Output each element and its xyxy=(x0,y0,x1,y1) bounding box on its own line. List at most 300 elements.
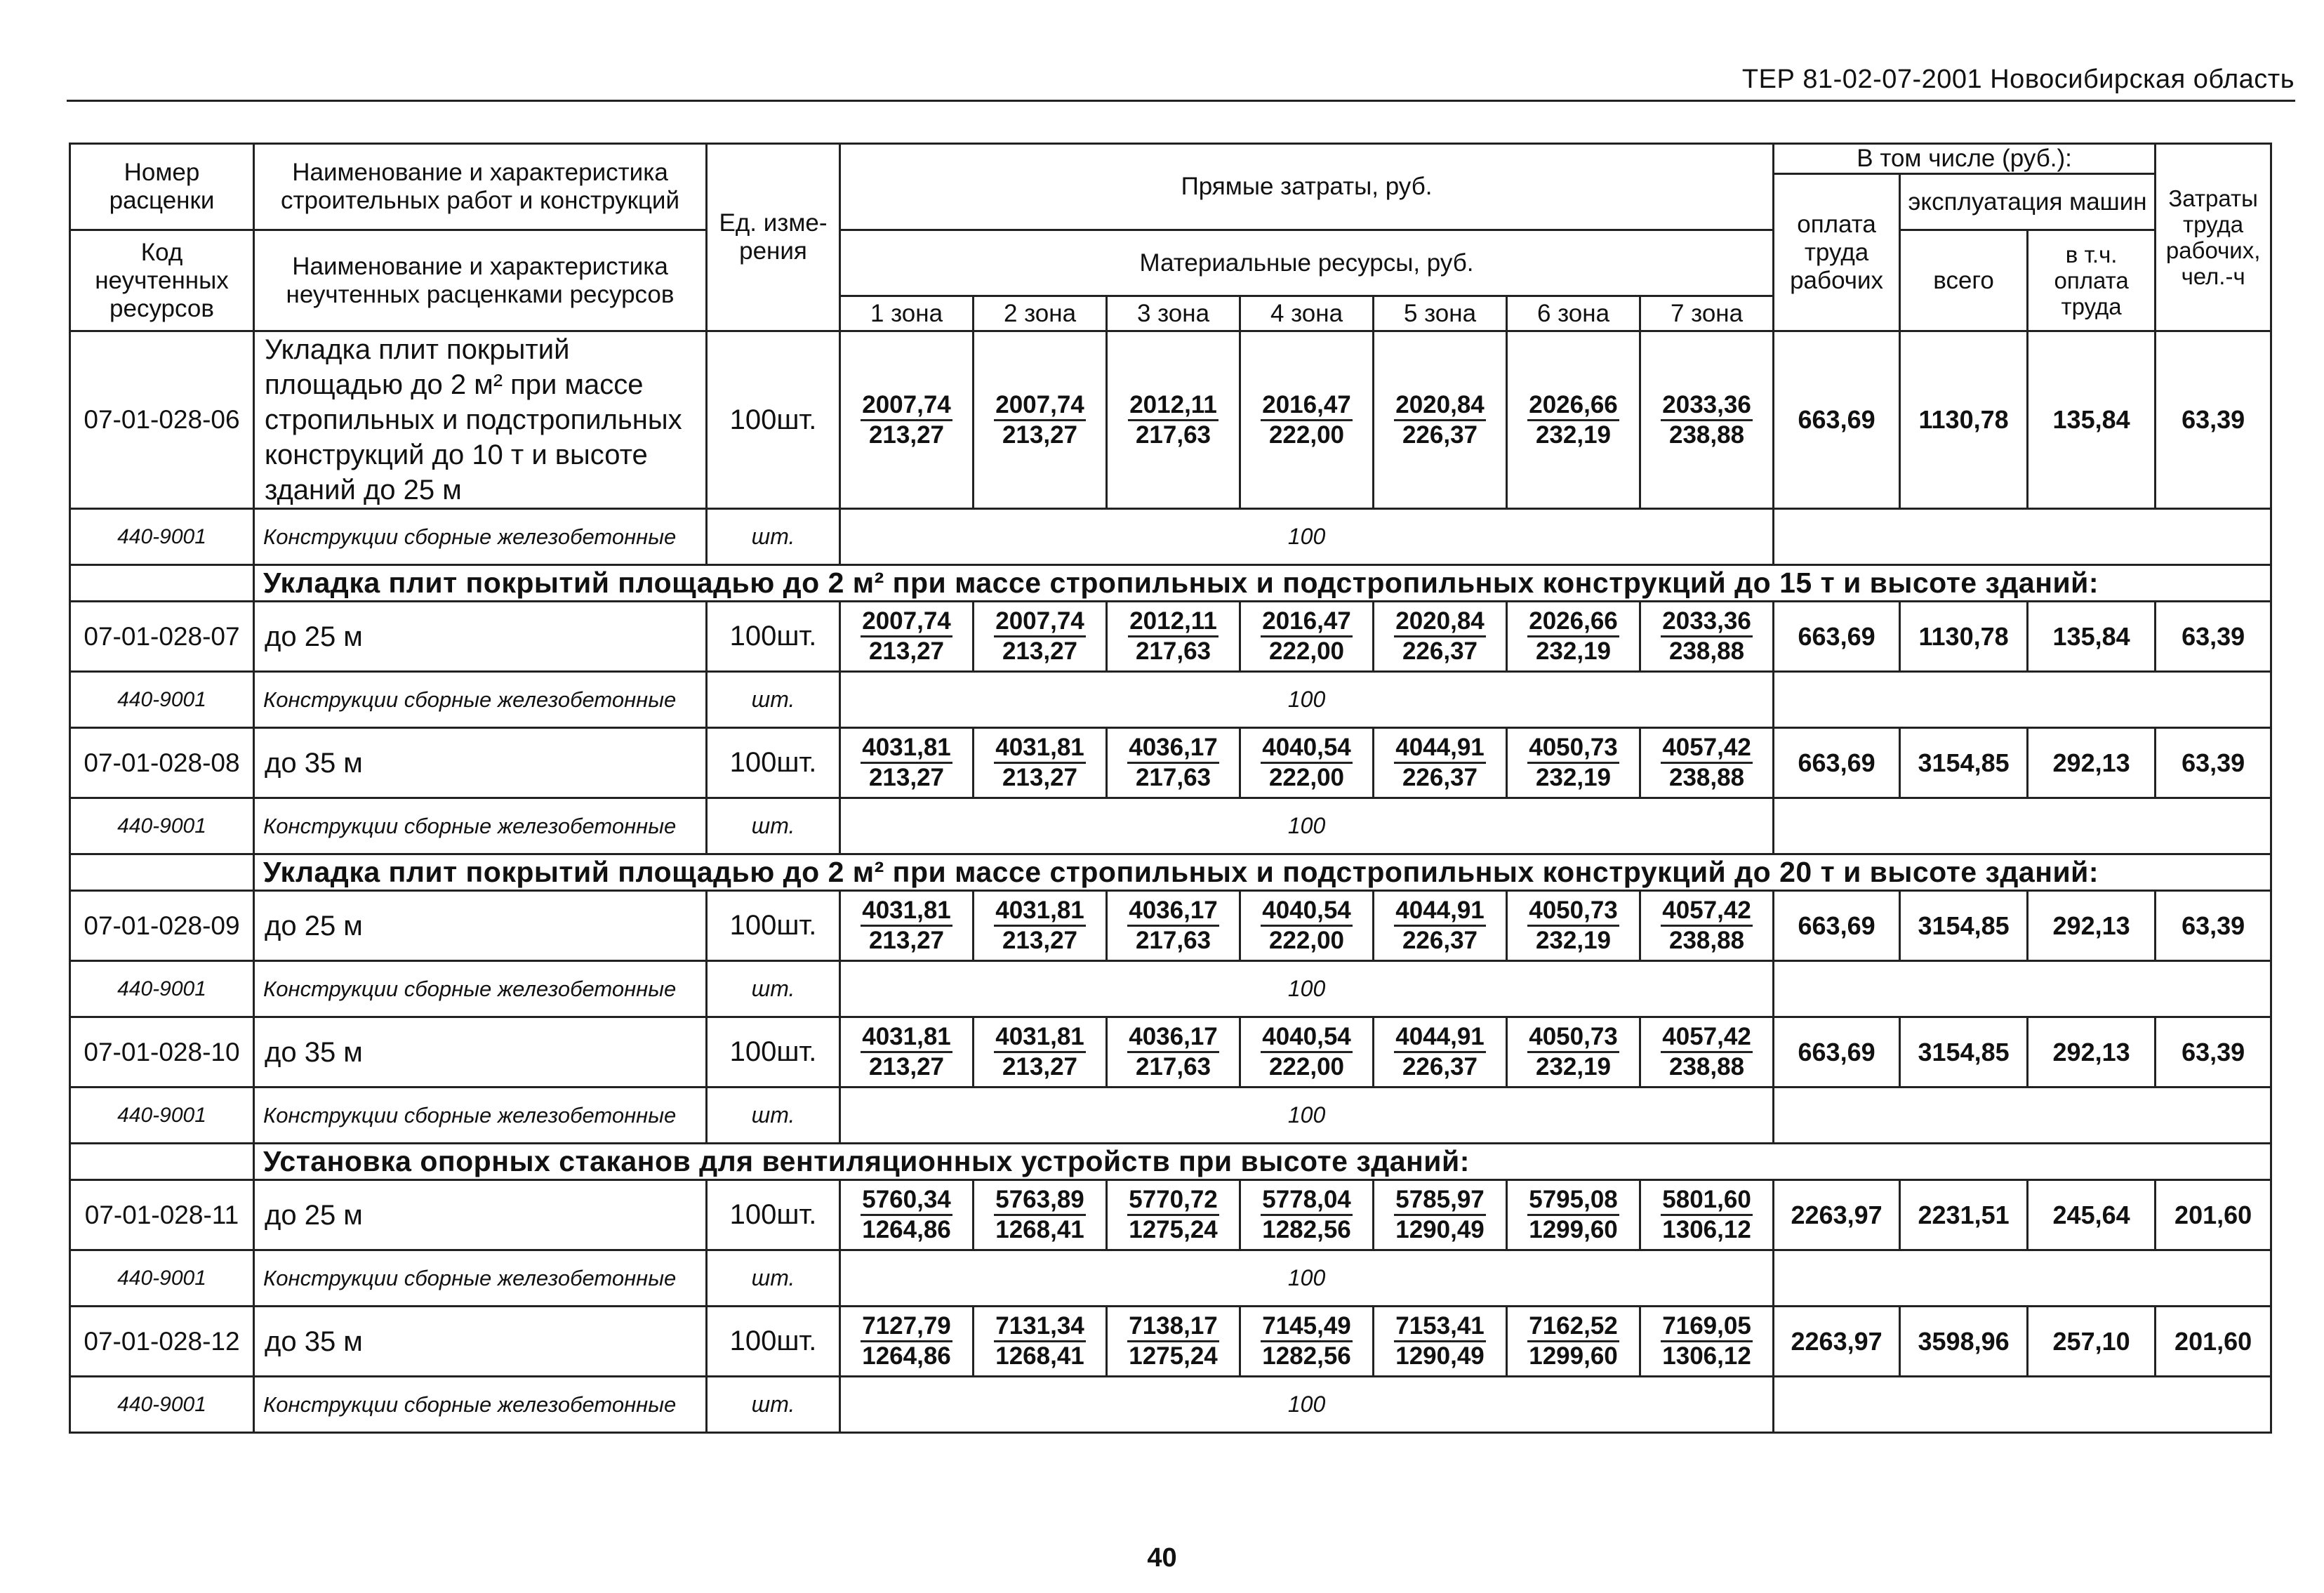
zone-direct-cost: 7138,17 xyxy=(1127,1312,1219,1342)
zone-cost-fraction xyxy=(1127,734,1219,792)
zone-cost-cell xyxy=(1640,602,1774,672)
zone-material-cost: 238,88 xyxy=(1669,1053,1745,1080)
col-wages: оплата труда рабочих xyxy=(1774,174,1900,331)
zone-material-cost: 1275,24 xyxy=(1129,1216,1218,1243)
zone-cost-fraction xyxy=(1661,734,1753,792)
col-materials: Материальные ресурсы, руб. xyxy=(840,230,1774,296)
resource-empty-cell xyxy=(1774,798,2271,854)
resource-name: Конструкции сборные железобетонные xyxy=(254,672,707,728)
resource-name: Конструкции сборные железобетонные xyxy=(254,961,707,1017)
zone-material-cost: 213,27 xyxy=(868,637,945,665)
zone-direct-cost: 2026,66 xyxy=(1527,391,1619,421)
zone-direct-cost: 2026,66 xyxy=(1527,607,1619,637)
rate-name: до 35 м xyxy=(254,728,707,798)
machines-total-value: 1130,78 xyxy=(1900,602,2028,672)
zone-direct-cost: 2007,74 xyxy=(994,391,1086,421)
zone-cost-fraction xyxy=(1661,391,1753,449)
resource-name: Конструкции сборные железобетонные xyxy=(254,1250,707,1307)
zone-cost-fraction xyxy=(994,391,1086,449)
rate-name: Укладка плит покрытий площадью до 2 м² при массе стропильных и подстропильных конструкций до 10 т и высоте зданий до 25 м xyxy=(254,331,707,509)
zone-material-cost: 213,27 xyxy=(868,1053,945,1080)
machines-wages-value: 292,13 xyxy=(2028,728,2156,798)
zone-material-cost: 1299,60 xyxy=(1529,1342,1618,1370)
rate-code: 07-01-028-06 xyxy=(70,331,254,509)
zone-cost-fraction xyxy=(1527,734,1619,792)
resource-row xyxy=(70,961,2271,1017)
rate-unit: 100шт. xyxy=(707,1307,840,1377)
rate-code: 07-01-028-10 xyxy=(70,1017,254,1088)
wages-value: 663,69 xyxy=(1774,728,1900,798)
zone-cost-cell xyxy=(974,1180,1107,1250)
zone-cost-fraction xyxy=(1261,1186,1353,1244)
zone-cost-cell xyxy=(974,602,1107,672)
zone-direct-cost: 4050,73 xyxy=(1527,1023,1619,1053)
zone-material-cost: 217,63 xyxy=(1135,764,1211,791)
zone-cost-fraction xyxy=(1527,1186,1619,1244)
col-work-name: Наименование и характеристика строительных работ и конструкций xyxy=(254,144,707,230)
zone-material-cost: 222,00 xyxy=(1268,637,1345,665)
zone-cost-cell xyxy=(1507,891,1640,961)
col-unit: Ед. изме- рения xyxy=(707,144,840,331)
zone-direct-cost: 7145,49 xyxy=(1261,1312,1353,1342)
zone-cost-fraction xyxy=(1394,734,1486,792)
rate-code: 07-01-028-07 xyxy=(70,602,254,672)
machines-wages-value: 135,84 xyxy=(2028,602,2156,672)
zone-cost-fraction xyxy=(1527,1023,1619,1081)
col-zone: 4 зона xyxy=(1240,296,1374,331)
table-header xyxy=(70,144,2271,331)
resource-row xyxy=(70,1088,2271,1144)
rate-name: до 35 м xyxy=(254,1307,707,1377)
zone-material-cost: 1282,56 xyxy=(1262,1342,1351,1370)
col-zone: 5 зона xyxy=(1374,296,1507,331)
labor-value: 63,39 xyxy=(2156,728,2271,798)
group-title: Укладка плит покрытий площадью до 2 м² при массе стропильных и подстропильных конструкций до 20 т и высоте зданий: xyxy=(254,854,2271,891)
resource-empty-cell xyxy=(1774,961,2271,1017)
zone-direct-cost: 4036,17 xyxy=(1127,734,1219,764)
machines-total-value: 3154,85 xyxy=(1900,891,2028,961)
zone-cost-cell xyxy=(1507,1017,1640,1088)
col-zone: 3 зона xyxy=(1107,296,1240,331)
resource-code: 440-9001 xyxy=(70,1377,254,1433)
resource-unit: шт. xyxy=(707,1250,840,1307)
zone-cost-fraction xyxy=(1128,607,1219,666)
zone-direct-cost: 4044,91 xyxy=(1394,734,1486,764)
zone-direct-cost: 4057,42 xyxy=(1661,734,1753,764)
zone-cost-cell xyxy=(1107,728,1240,798)
zone-cost-fraction xyxy=(994,734,1086,792)
zone-material-cost: 217,63 xyxy=(1135,421,1211,449)
zone-material-cost: 213,27 xyxy=(1002,421,1078,449)
zone-cost-fraction xyxy=(1127,1312,1219,1370)
zone-cost-cell xyxy=(974,728,1107,798)
zone-direct-cost: 7169,05 xyxy=(1661,1312,1753,1342)
rate-name: до 35 м xyxy=(254,1017,707,1088)
zone-direct-cost: 4040,54 xyxy=(1261,897,1353,927)
col-resource-name: Наименование и характеристика неучтенных расценками ресурсов xyxy=(254,230,707,331)
zone-direct-cost: 2007,74 xyxy=(861,607,952,637)
zone-direct-cost: 4036,17 xyxy=(1127,897,1219,927)
zone-cost-fraction xyxy=(861,391,952,449)
zone-cost-cell xyxy=(1640,1017,1774,1088)
zone-material-cost: 232,19 xyxy=(1535,421,1612,449)
wages-value: 663,69 xyxy=(1774,891,1900,961)
zone-direct-cost: 4031,81 xyxy=(994,734,1086,764)
rate-row xyxy=(70,602,2271,672)
zone-direct-cost: 4040,54 xyxy=(1261,734,1353,764)
table-body xyxy=(70,331,2271,1433)
zone-cost-cell xyxy=(1374,891,1507,961)
zone-cost-cell xyxy=(1374,1307,1507,1377)
zone-cost-cell xyxy=(1640,1180,1774,1250)
zone-direct-cost: 2007,74 xyxy=(994,607,1086,637)
zone-cost-fraction xyxy=(1394,391,1486,449)
machines-wages-value: 135,84 xyxy=(2028,331,2156,509)
document-header-title: ТЕР 81-02-07-2001 Новосибирская область xyxy=(1741,65,2295,94)
zone-cost-cell xyxy=(1374,331,1507,509)
zone-cost-fraction xyxy=(1661,1186,1753,1244)
wages-value: 2263,97 xyxy=(1774,1307,1900,1377)
zone-cost-cell xyxy=(1107,1307,1240,1377)
zone-cost-cell xyxy=(1240,891,1374,961)
zone-direct-cost: 5770,72 xyxy=(1127,1186,1219,1216)
machines-wages-value: 245,64 xyxy=(2028,1180,2156,1250)
zone-direct-cost: 2033,36 xyxy=(1661,607,1753,637)
zone-direct-cost: 7131,34 xyxy=(994,1312,1086,1342)
zone-direct-cost: 5763,89 xyxy=(994,1186,1086,1216)
zone-cost-cell xyxy=(974,891,1107,961)
zone-direct-cost: 4031,81 xyxy=(994,1023,1086,1053)
resource-quantity: 100 xyxy=(840,798,1774,854)
zone-direct-cost: 4044,91 xyxy=(1394,897,1486,927)
machines-total-value: 1130,78 xyxy=(1900,331,2028,509)
col-machines: эксплуатация машин xyxy=(1900,174,2156,230)
labor-value: 201,60 xyxy=(2156,1180,2271,1250)
zone-cost-cell xyxy=(1240,331,1374,509)
zone-material-cost: 232,19 xyxy=(1535,927,1612,954)
zone-cost-cell xyxy=(1240,728,1374,798)
zone-direct-cost: 4031,81 xyxy=(861,897,952,927)
zone-cost-fraction xyxy=(1527,1312,1619,1370)
col-machines-total: всего xyxy=(1900,230,2028,331)
zone-direct-cost: 2016,47 xyxy=(1261,607,1353,637)
rate-row xyxy=(70,728,2271,798)
zone-material-cost: 213,27 xyxy=(1002,637,1078,665)
rate-row xyxy=(70,1307,2271,1377)
resource-quantity: 100 xyxy=(840,961,1774,1017)
zone-material-cost: 217,63 xyxy=(1135,637,1211,665)
zone-direct-cost: 4031,81 xyxy=(861,1023,952,1053)
zone-cost-cell xyxy=(1374,602,1507,672)
zone-material-cost: 1275,24 xyxy=(1129,1342,1218,1370)
group-heading-row xyxy=(70,854,2271,891)
zone-cost-fraction xyxy=(1527,607,1619,666)
zone-cost-cell xyxy=(1240,1180,1374,1250)
resource-row xyxy=(70,509,2271,565)
resource-name: Конструкции сборные железобетонные xyxy=(254,1088,707,1144)
zone-cost-fraction xyxy=(1127,1023,1219,1081)
zone-cost-cell xyxy=(974,331,1107,509)
zone-cost-fraction xyxy=(994,1023,1086,1081)
zone-direct-cost: 5778,04 xyxy=(1261,1186,1353,1216)
rate-name: до 25 м xyxy=(254,602,707,672)
zone-cost-fraction xyxy=(861,1186,952,1244)
zone-cost-cell xyxy=(974,1017,1107,1088)
zone-cost-cell xyxy=(974,1307,1107,1377)
resource-code: 440-9001 xyxy=(70,1250,254,1307)
group-title: Укладка плит покрытий площадью до 2 м² при массе стропильных и подстропильных конструкций до 15 т и высоте зданий: xyxy=(254,565,2271,602)
resource-unit: шт. xyxy=(707,509,840,565)
zone-direct-cost: 5760,34 xyxy=(861,1186,952,1216)
zone-cost-cell xyxy=(1107,602,1240,672)
zone-material-cost: 1282,56 xyxy=(1262,1216,1351,1243)
resource-name: Конструкции сборные железобетонные xyxy=(254,798,707,854)
zone-cost-cell xyxy=(1640,728,1774,798)
zone-cost-cell xyxy=(1640,331,1774,509)
resource-unit: шт. xyxy=(707,672,840,728)
zone-cost-fraction xyxy=(1661,607,1753,666)
zone-cost-cell xyxy=(1507,728,1640,798)
resource-code: 440-9001 xyxy=(70,798,254,854)
zone-material-cost: 213,27 xyxy=(1002,1053,1078,1080)
resource-empty-cell xyxy=(1774,1377,2271,1433)
zone-material-cost: 222,00 xyxy=(1268,764,1345,791)
col-labor: Затраты труда рабочих, чел.-ч xyxy=(2156,144,2271,331)
zone-material-cost: 217,63 xyxy=(1135,1053,1211,1080)
resource-quantity: 100 xyxy=(840,672,1774,728)
group-empty-cell xyxy=(70,1144,254,1180)
rate-code: 07-01-028-09 xyxy=(70,891,254,961)
zone-cost-cell xyxy=(1374,1017,1507,1088)
zone-cost-cell xyxy=(1507,1307,1640,1377)
resource-code: 440-9001 xyxy=(70,672,254,728)
resource-quantity: 100 xyxy=(840,1088,1774,1144)
zone-material-cost: 1290,49 xyxy=(1395,1342,1485,1370)
page-number: 40 xyxy=(1147,1543,1177,1573)
rate-name: до 25 м xyxy=(254,1180,707,1250)
zone-material-cost: 232,19 xyxy=(1535,764,1612,791)
zone-material-cost: 222,00 xyxy=(1268,421,1345,449)
zone-cost-fraction xyxy=(1128,391,1219,449)
zone-material-cost: 213,27 xyxy=(868,927,945,954)
zone-direct-cost: 2020,84 xyxy=(1394,391,1486,421)
group-heading-row xyxy=(70,1144,2271,1180)
zone-material-cost: 226,37 xyxy=(1402,637,1478,665)
zone-material-cost: 217,63 xyxy=(1135,927,1211,954)
zone-cost-cell xyxy=(1107,331,1240,509)
zone-cost-fraction xyxy=(1527,897,1619,955)
zone-material-cost: 238,88 xyxy=(1669,421,1745,449)
zone-cost-fraction xyxy=(994,607,1086,666)
zone-cost-fraction xyxy=(1261,391,1353,449)
col-zone: 7 зона xyxy=(1640,296,1774,331)
zone-cost-cell xyxy=(840,728,974,798)
zone-cost-fraction xyxy=(1127,1186,1219,1244)
zone-material-cost: 1268,41 xyxy=(995,1216,1084,1243)
rate-unit: 100шт. xyxy=(707,331,840,509)
zone-cost-fraction xyxy=(1527,391,1619,449)
rate-unit: 100шт. xyxy=(707,891,840,961)
rate-row xyxy=(70,1017,2271,1088)
zone-material-cost: 226,37 xyxy=(1402,927,1478,954)
zone-cost-cell xyxy=(840,1017,974,1088)
zone-cost-cell xyxy=(1507,1180,1640,1250)
rate-code: 07-01-028-11 xyxy=(70,1180,254,1250)
zone-material-cost: 1268,41 xyxy=(995,1342,1084,1370)
labor-value: 63,39 xyxy=(2156,891,2271,961)
zone-cost-cell xyxy=(1374,728,1507,798)
resource-row xyxy=(70,1377,2271,1433)
resource-name: Конструкции сборные железобетонные xyxy=(254,509,707,565)
rate-unit: 100шт. xyxy=(707,728,840,798)
zone-material-cost: 1264,86 xyxy=(862,1342,951,1370)
col-machines-wages: в т.ч. оплата труда xyxy=(2028,230,2156,331)
zone-cost-fraction xyxy=(1261,897,1353,955)
resource-unit: шт. xyxy=(707,798,840,854)
zone-direct-cost: 4031,81 xyxy=(994,897,1086,927)
resource-row xyxy=(70,672,2271,728)
zone-direct-cost: 4044,91 xyxy=(1394,1023,1486,1053)
zone-direct-cost: 4050,73 xyxy=(1527,734,1619,764)
zone-direct-cost: 2012,11 xyxy=(1128,607,1219,637)
zone-direct-cost: 4036,17 xyxy=(1127,1023,1219,1053)
zone-cost-fraction xyxy=(1661,1312,1753,1370)
zone-material-cost: 1306,12 xyxy=(1662,1216,1751,1243)
machines-total-value: 2231,51 xyxy=(1900,1180,2028,1250)
zone-cost-fraction xyxy=(1394,897,1486,955)
zone-material-cost: 213,27 xyxy=(1002,927,1078,954)
machines-total-value: 3154,85 xyxy=(1900,1017,2028,1088)
zone-direct-cost: 7127,79 xyxy=(861,1312,952,1342)
zone-material-cost: 1264,86 xyxy=(862,1216,951,1243)
zone-cost-fraction xyxy=(1661,1023,1753,1081)
zone-material-cost: 213,27 xyxy=(868,421,945,449)
col-zone: 1 зона xyxy=(840,296,974,331)
zone-cost-cell xyxy=(840,331,974,509)
zone-cost-fraction xyxy=(1394,1186,1486,1244)
resource-quantity: 100 xyxy=(840,509,1774,565)
zone-cost-fraction xyxy=(1261,607,1353,666)
wages-value: 663,69 xyxy=(1774,331,1900,509)
zone-direct-cost: 4040,54 xyxy=(1261,1023,1353,1053)
zone-cost-cell xyxy=(1640,891,1774,961)
resource-unit: шт. xyxy=(707,1377,840,1433)
resource-empty-cell xyxy=(1774,672,2271,728)
zone-direct-cost: 7162,52 xyxy=(1527,1312,1619,1342)
resource-empty-cell xyxy=(1774,509,2271,565)
zone-cost-fraction xyxy=(861,897,952,955)
zone-material-cost: 226,37 xyxy=(1402,421,1478,449)
zone-direct-cost: 4057,42 xyxy=(1661,1023,1753,1053)
col-rate-number: Номер расценки xyxy=(70,144,254,230)
zone-cost-fraction xyxy=(994,1312,1086,1370)
zone-cost-fraction xyxy=(861,607,952,666)
col-including: В том числе (руб.): xyxy=(1774,144,2156,174)
zone-direct-cost: 2007,74 xyxy=(861,391,952,421)
machines-wages-value: 292,13 xyxy=(2028,1017,2156,1088)
zone-cost-fraction xyxy=(1261,1312,1353,1370)
zone-material-cost: 226,37 xyxy=(1402,764,1478,791)
resource-quantity: 100 xyxy=(840,1377,1774,1433)
zone-cost-fraction xyxy=(1661,897,1753,955)
resource-code: 440-9001 xyxy=(70,1088,254,1144)
zone-cost-cell xyxy=(1107,1017,1240,1088)
zone-cost-fraction xyxy=(1261,1023,1353,1081)
zone-cost-cell xyxy=(840,891,974,961)
zone-cost-fraction xyxy=(1261,734,1353,792)
group-heading-row xyxy=(70,565,2271,602)
zone-cost-cell xyxy=(1374,1180,1507,1250)
zone-direct-cost: 2012,11 xyxy=(1128,391,1219,421)
zone-cost-fraction xyxy=(861,734,952,792)
resource-code: 440-9001 xyxy=(70,961,254,1017)
zone-cost-cell xyxy=(1240,1307,1374,1377)
group-empty-cell xyxy=(70,565,254,602)
zone-cost-cell xyxy=(1507,331,1640,509)
labor-value: 63,39 xyxy=(2156,331,2271,509)
rate-unit: 100шт. xyxy=(707,602,840,672)
zone-direct-cost: 4031,81 xyxy=(861,734,952,764)
zone-material-cost: 1299,60 xyxy=(1529,1216,1618,1243)
zone-cost-fraction xyxy=(994,1186,1086,1244)
resource-quantity: 100 xyxy=(840,1250,1774,1307)
col-zone: 2 зона xyxy=(974,296,1107,331)
zone-cost-fraction xyxy=(994,897,1086,955)
rate-row xyxy=(70,331,2271,509)
resource-row xyxy=(70,1250,2271,1307)
zone-cost-fraction xyxy=(861,1312,952,1370)
group-title: Установка опорных стаканов для вентиляционных устройств при высоте зданий: xyxy=(254,1144,2271,1180)
zone-material-cost: 222,00 xyxy=(1268,927,1345,954)
zone-material-cost: 213,27 xyxy=(1002,764,1078,791)
zone-cost-cell xyxy=(840,1307,974,1377)
zone-material-cost: 232,19 xyxy=(1535,1053,1612,1080)
col-zone: 6 зона xyxy=(1507,296,1640,331)
group-empty-cell xyxy=(70,854,254,891)
wages-value: 663,69 xyxy=(1774,602,1900,672)
zone-material-cost: 238,88 xyxy=(1669,927,1745,954)
wages-value: 663,69 xyxy=(1774,1017,1900,1088)
resource-name: Конструкции сборные железобетонные xyxy=(254,1377,707,1433)
zone-cost-cell xyxy=(840,602,974,672)
zone-cost-fraction xyxy=(1394,1312,1486,1370)
zone-cost-fraction xyxy=(1394,607,1486,666)
wages-value: 2263,97 xyxy=(1774,1180,1900,1250)
machines-wages-value: 292,13 xyxy=(2028,891,2156,961)
zone-cost-cell xyxy=(1240,1017,1374,1088)
rates-table xyxy=(69,143,2272,1434)
zone-cost-fraction xyxy=(1394,1023,1486,1081)
zone-cost-fraction xyxy=(1127,897,1219,955)
zone-cost-cell xyxy=(1107,1180,1240,1250)
zone-direct-cost: 2033,36 xyxy=(1661,391,1753,421)
zone-direct-cost: 7153,41 xyxy=(1394,1312,1486,1342)
resource-row xyxy=(70,798,2271,854)
zone-direct-cost: 5801,60 xyxy=(1661,1186,1753,1216)
zone-cost-cell xyxy=(1640,1307,1774,1377)
zone-direct-cost: 4050,73 xyxy=(1527,897,1619,927)
header-rule xyxy=(67,100,2295,102)
resource-unit: шт. xyxy=(707,1088,840,1144)
col-direct-costs: Прямые затраты, руб. xyxy=(840,144,1774,230)
zone-direct-cost: 2016,47 xyxy=(1261,391,1353,421)
zone-material-cost: 1306,12 xyxy=(1662,1342,1751,1370)
rate-row xyxy=(70,891,2271,961)
resource-unit: шт. xyxy=(707,961,840,1017)
resource-empty-cell xyxy=(1774,1250,2271,1307)
zone-cost-cell xyxy=(840,1180,974,1250)
zone-cost-cell xyxy=(1107,891,1240,961)
